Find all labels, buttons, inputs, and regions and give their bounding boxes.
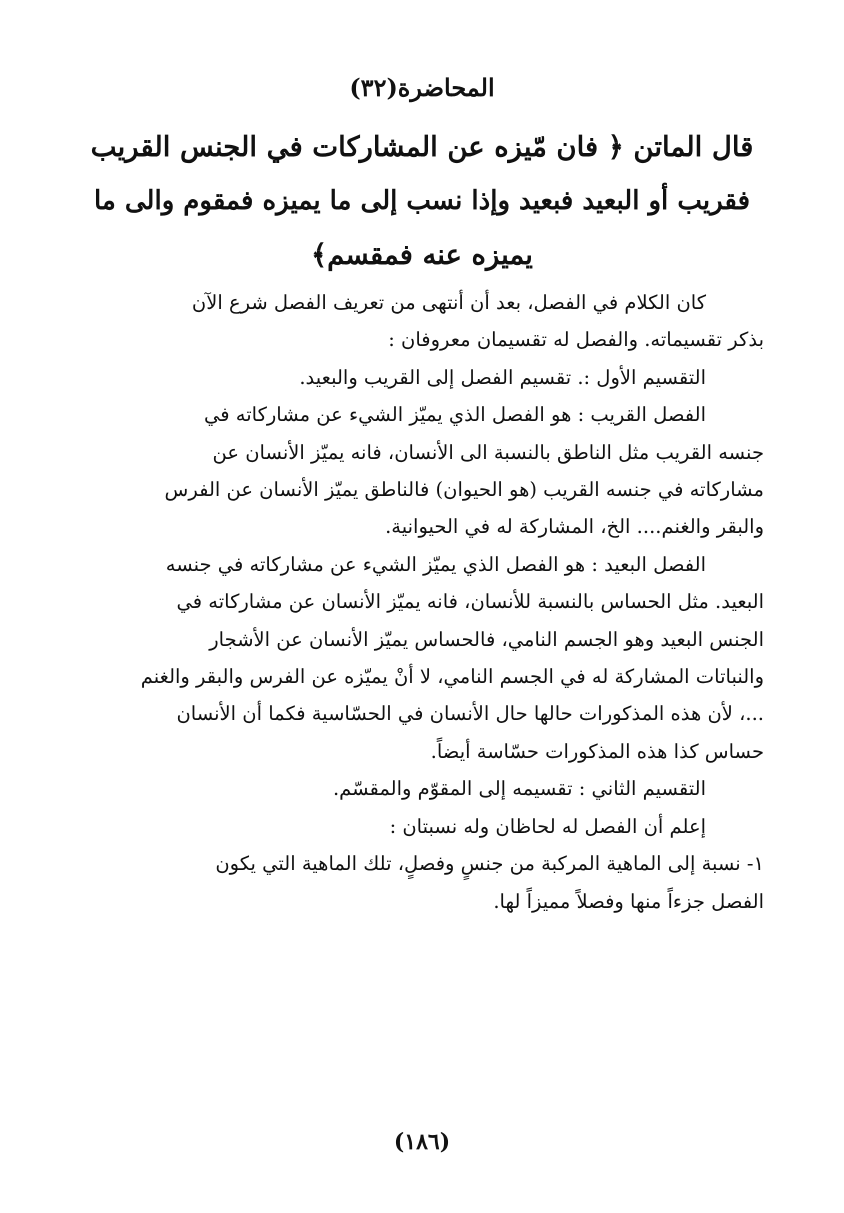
- paragraph-line: جنسه القريب مثل الناطق بالنسبة الى الأنسان، فانه يميّز الأنسان عن: [212, 440, 764, 464]
- paragraph-line: حساس كذا هذه المذكورات حسّاسة أيضاً.: [430, 739, 764, 763]
- body-text: [80, 284, 764, 920]
- page-number: (١٨٦): [393, 1129, 451, 1155]
- paragraph-line: إعلم أن الفصل له لحاظان وله نسبتان :: [389, 814, 706, 838]
- quote-line: يميزه عنه فمقسم﴾: [311, 239, 533, 271]
- paragraph-line: والبقر والغنم.... الخ، المشاركة له في الحيوانية.: [385, 515, 764, 539]
- paragraph-line: الجنس البعيد وهو الجسم النامي، فالحساس يميّز الأنسان عن الأشجار: [209, 627, 764, 651]
- quoted-text-block: [90, 120, 754, 282]
- paragraph-line: الفصل القريب : هو الفصل الذي يميّز الشيء عن مشاركاته في: [203, 403, 706, 427]
- paragraph-line: البعيد. مثل الحساس بالنسبة للأنسان، فانه يميّز الأنسان عن مشاركاته في: [176, 590, 764, 614]
- lecture-title: المحاضرة(٣٢): [349, 73, 495, 102]
- paragraph-line: الفصل جزءاً منها وفصلاً مميزاً لها.: [493, 889, 764, 913]
- paragraph-line: ١- نسبة إلى الماهية المركبة من جنسٍ وفصلٍ، تلك الماهية التي يكون: [215, 852, 764, 876]
- paragraph-line: ...، لأن هذه المذكورات حالها حال الأنسان في الحسّاسية فكما أن الأنسان: [176, 702, 764, 726]
- section-heading-line: التقسيم الثاني : تقسيمه إلى المقوّم والمقسّم.: [332, 777, 706, 801]
- paragraph-line: بذكر تقسيماته. والفصل له تقسيمان معروفان :: [388, 328, 764, 352]
- quote-line: فقريب أو البعيد فبعيد وإذا نسب إلى ما يميزه فمقوم والى ما: [93, 186, 751, 216]
- paragraph-line: والنباتات المشاركة له في الجسم النامي، لا أنْ يميّزه عن الفرس والبقر والغنم: [140, 665, 764, 689]
- section-heading-line: التقسيم الأول :. تقسيم الفصل إلى القريب والبعيد.: [299, 365, 706, 389]
- quote-line: قال الماتن ﴿ فان مّيزه عن المشاركات في الجنس القريب: [90, 131, 754, 163]
- paragraph-line: مشاركاته في جنسه القريب (هو الحيوان) فالناطق يميّز الأنسان عن الفرس: [164, 478, 764, 502]
- paragraph-line: كان الكلام في الفصل، بعد أن أنتهى من تعريف الفصل شرع الآن: [191, 291, 706, 314]
- paragraph-line: الفصل البعيد : هو الفصل الذي يميّز الشيء عن مشاركاته في جنسه: [165, 552, 706, 576]
